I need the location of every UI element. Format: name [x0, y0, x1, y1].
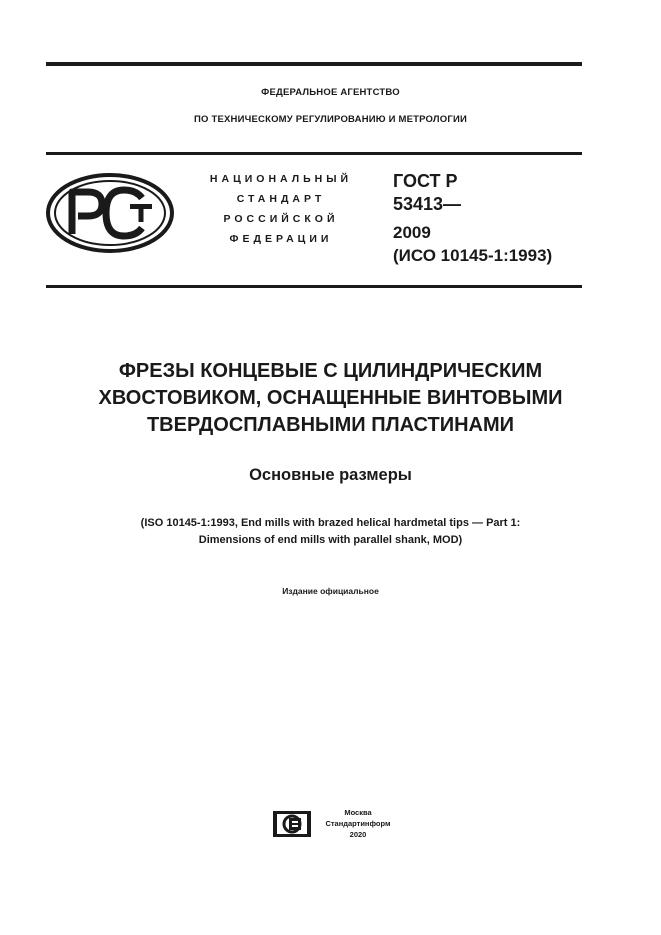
iso-reference-line-1: (ISO 10145-1:1993, End mills with brazed helical hardmetal tips — Part 1:: [140, 517, 521, 529]
publisher-name: Стандартинформ: [325, 819, 391, 828]
publisher-city: Москва: [344, 808, 372, 817]
header-bottom-rule: [46, 285, 582, 288]
designation-line-4: (ИСО 10145-1:1993): [393, 246, 553, 265]
iso-reference-line-2: Dimensions of end mills with parallel shank, MOD): [198, 534, 463, 546]
top-rule: [46, 62, 582, 66]
edition-note: Издание официальное: [282, 586, 379, 596]
title-line-1: ФРЕЗЫ КОНЦЕВЫЕ С ЦИЛИНДРИЧЕСКИМ: [118, 360, 543, 382]
national-standard-line-4: ФЕДЕРАЦИИ: [229, 233, 333, 245]
national-standard-line-2: СТАНДАРТ: [236, 193, 326, 205]
title-line-3: ТВЕРДОСПЛАВНЫМИ ПЛАСТИНАМИ: [146, 414, 515, 436]
header-rule: [46, 152, 582, 155]
designation-line-2: 53413—: [393, 194, 462, 214]
subtitle: Основные размеры: [249, 466, 412, 484]
national-standard-line-1: НАЦИОНАЛЬНЫЙ: [209, 173, 353, 185]
designation-line-3: 2009: [393, 223, 431, 242]
national-standard-line-3: РОССИЙСКОЙ: [223, 213, 339, 225]
title-line-2: ХВОСТОВИКОМ, ОСНАЩЕННЫЕ ВИНТОВЫМИ: [98, 387, 563, 409]
standartinform-logo-icon: [272, 810, 312, 838]
publisher-year: 2020: [349, 830, 367, 839]
agency-line-1: ФЕДЕРАЛЬНОЕ АГЕНТСТВО: [261, 87, 400, 98]
rst-certification-mark-icon: [44, 172, 176, 254]
designation-line-1: ГОСТ Р: [393, 171, 458, 191]
agency-line-2: ПО ТЕХНИЧЕСКОМУ РЕГУЛИРОВАНИЮ И МЕТРОЛОГИИ: [194, 114, 467, 125]
